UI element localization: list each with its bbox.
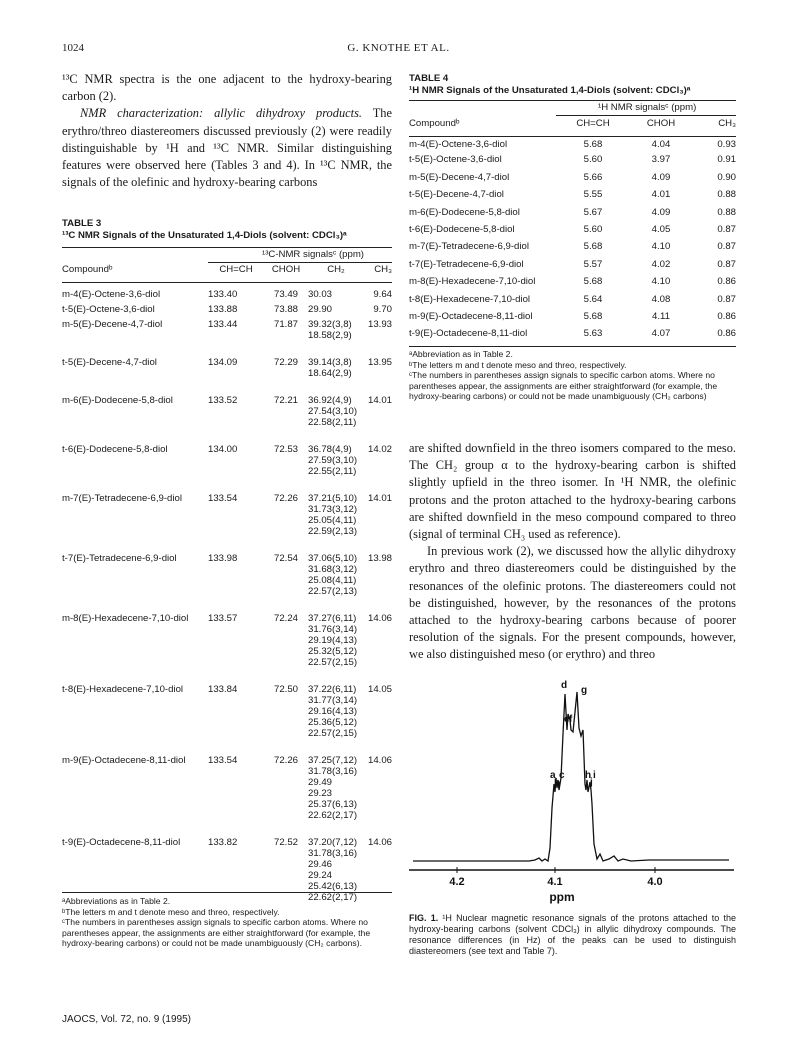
compound-cell: m-5(E)-Decene-4,7-diol — [62, 319, 163, 330]
choh-cell: 4.10 — [651, 276, 671, 288]
x-tick-label: 4.2 — [449, 876, 465, 888]
table4-row — [409, 257, 736, 274]
compound-cell: m-4(E)-Octene-3,6-diol — [409, 139, 508, 150]
journal-footer: JAOCS, Vol. 72, no. 9 (1995) — [62, 1014, 191, 1025]
peak-label-b: b — [554, 778, 561, 789]
chch-cell: 133.54 — [208, 755, 238, 766]
chch-cell: 133.40 — [208, 289, 238, 300]
ch2-value: 39.32(3,8) — [308, 319, 352, 330]
x-tick-label: 4.1 — [547, 876, 563, 888]
ch2-value: 18.64(2,9) — [308, 368, 352, 379]
table4-row — [409, 292, 736, 309]
ch3-cell: 0.86 — [717, 276, 736, 288]
table4-title: ¹H NMR Signals of the Unsaturated 1,4-Diols (solvent: CDCl₃)ᵃ — [409, 85, 691, 96]
running-title: G. KNOTHE ET AL. — [347, 42, 450, 54]
ch2-value: 31.78(3,16) — [308, 766, 358, 777]
compound-cell: t-8(E)-Hexadecene-7,10-diol — [62, 684, 184, 695]
ch2-value: 37.27(6,11) — [308, 613, 357, 624]
table4-row — [409, 274, 736, 291]
compound-cell: t-7(E)-Tetradecene-6,9-diol — [62, 553, 177, 564]
choh-cell: 72.24 — [273, 613, 298, 624]
chch-cell: 133.98 — [208, 553, 238, 564]
chch-cell: 133.54 — [208, 493, 238, 504]
ch2-value: 22.57(2,15) — [308, 657, 358, 668]
ch2-value: 29.46 — [308, 859, 333, 870]
choh-cell: 72.26 — [273, 493, 298, 504]
chch-cell: 5.63 — [583, 328, 603, 340]
rule — [62, 892, 392, 893]
ch3-cell: 13.93 — [367, 319, 392, 330]
rule — [556, 115, 736, 116]
ch2-value: 25.32(5,12) — [308, 646, 358, 657]
table3-row — [62, 440, 392, 489]
table4-column-header: CHOH — [646, 118, 676, 129]
ch2-value: 31.73(3,12) — [308, 504, 358, 515]
table4-label: TABLE 4 ¹H NMR Signals of the Unsaturated 1,4-Diols (solvent: CDCl₃)ᵃ — [409, 73, 691, 96]
compound-cell: t-8(E)-Hexadecene-7,10-diol — [409, 293, 531, 305]
chch-cell: 133.82 — [208, 837, 238, 848]
ch2-cell — [308, 751, 364, 833]
table3-row — [62, 353, 392, 391]
table4-group-header: ¹H NMR signalsᶜ (ppm) — [598, 102, 697, 113]
ch3-cell: 14.05 — [367, 684, 392, 695]
choh-cell: 72.29 — [273, 357, 298, 368]
chch-cell: 134.09 — [208, 357, 238, 368]
compound-cell: t-9(E)-Octadecene-8,11-diol — [409, 328, 528, 340]
table4-column-header: CH₃ — [718, 118, 736, 129]
chch-cell: 5.67 — [583, 206, 603, 218]
ch2-value: 25.05(4,11) — [308, 515, 357, 526]
ch3-cell: 0.86 — [717, 310, 736, 322]
ch3-cell: 0.91 — [717, 154, 736, 166]
ch2-cell — [308, 281, 364, 300]
ch3-cell: 0.88 — [717, 189, 736, 201]
table4 — [409, 118, 736, 344]
choh-cell: 4.09 — [651, 171, 671, 183]
ch2-value: 29.49 — [308, 777, 333, 788]
table3-group-header: ¹³C-NMR signalsᶜ (ppm) — [262, 249, 365, 260]
footnote: ᶜThe numbers in parentheses assign signals to specific carbon atoms. Where no parentheses appear, the assignments are either straightforward (for example, the hydroxy-bearing carbons) or could not be made unambiguously (CH₂ carbons) — [409, 370, 718, 402]
compound-cell: t-5(E)-Octene-3,6-diol — [62, 304, 155, 315]
chch-cell: 5.55 — [583, 189, 603, 201]
compound-cell: t-7(E)-Tetradecene-6,9-diol — [409, 258, 524, 270]
ch3-cell: 13.95 — [367, 357, 392, 368]
choh-cell: 4.01 — [651, 189, 671, 201]
section-heading: NMR characterization: allylic dihydroxy products. — [80, 106, 363, 121]
choh-cell: 3.97 — [651, 154, 671, 166]
paragraph: are shifted downfield in the threo isomers compared to the meso. The CH₂ group α to the hydroxy-bearing carbon is shifted slightly upfield in the threo isomer. In ¹H NMR, the olefinic protons and the proton attached to the hydroxy-bearing carbons are shifted downfield in the meso compound compared to threo (signal of terminal CH₃ used as reference). — [409, 441, 736, 542]
table3-column-header: CH₃ — [374, 264, 392, 275]
compound-cell: t-9(E)-Octadecene-8,11-diol — [62, 837, 181, 848]
peak-label-h: h — [585, 770, 592, 781]
peak-label-a: a — [550, 770, 556, 781]
ch3-cell: 14.06 — [367, 837, 392, 848]
ch2-value: 29.23 — [308, 788, 333, 799]
compound-cell: m-8(E)-Hexadecene-7,10-diol — [409, 276, 536, 288]
ch2-value: 29.16(4,13) — [308, 706, 358, 717]
choh-cell: 72.52 — [273, 837, 298, 848]
ch3-cell: 0.87 — [717, 293, 736, 305]
ch2-value: 31.68(3,12) — [308, 564, 358, 575]
ch2-cell — [308, 391, 364, 440]
choh-cell: 4.09 — [651, 206, 671, 218]
ch2-value: 27.59(3,10) — [308, 455, 358, 466]
table3-row — [62, 315, 392, 353]
x-axis-label: ppm — [549, 890, 575, 904]
ch3-cell: 9.64 — [373, 289, 392, 300]
right-body-text — [409, 440, 736, 664]
choh-cell: 72.54 — [273, 553, 298, 564]
table3-row — [62, 680, 392, 751]
ch3-cell: 0.86 — [717, 328, 736, 340]
ch2-value: 31.78(3,16) — [308, 848, 358, 859]
ch3-cell: 0.87 — [717, 241, 736, 253]
ch2-cell — [308, 353, 364, 391]
ch2-value: 22.62(2,17) — [308, 810, 358, 821]
ch2-value: 22.57(2,15) — [308, 728, 358, 739]
chch-cell: 5.60 — [583, 154, 603, 166]
table4-row — [409, 326, 736, 343]
peak-label-f: f — [569, 714, 573, 725]
footnote: ᵃAbbreviation as in Table 2. — [409, 349, 513, 359]
compound-cell: t-6(E)-Dodecene-5,8-diol — [409, 223, 515, 235]
ch3-cell: 14.02 — [367, 444, 392, 455]
peak-label-e: e — [564, 714, 570, 725]
peak-label-c: c — [559, 770, 565, 781]
choh-cell: 4.05 — [651, 223, 671, 235]
ch2-cell — [308, 300, 364, 315]
choh-cell: 73.49 — [273, 289, 298, 300]
table4-row — [409, 239, 736, 256]
rule — [409, 346, 736, 347]
compound-cell: t-5(E)-Octene-3,6-diol — [409, 154, 502, 166]
ch2-value: 31.76(3,14) — [308, 624, 358, 635]
choh-cell: 72.21 — [273, 395, 298, 406]
ch2-value: 39.14(3,8) — [308, 357, 352, 368]
choh-cell: 4.02 — [651, 258, 671, 270]
table3-title: ¹³C NMR Signals of the Unsaturated 1,4-Diols (solvent: CDCl₃)ᵃ — [62, 230, 347, 241]
ch3-cell: 14.01 — [367, 493, 392, 504]
choh-cell: 4.10 — [651, 241, 671, 253]
left-body-text — [62, 71, 392, 191]
chch-cell: 5.68 — [583, 310, 603, 322]
table3-row — [62, 549, 392, 609]
chch-cell: 133.88 — [208, 304, 238, 315]
ch2-value: 37.25(7,12) — [308, 755, 358, 766]
table3-footnotes — [62, 896, 392, 949]
table3-column-header: CHOH — [271, 264, 301, 275]
table3-column-header: CH=CH — [219, 264, 253, 275]
table3-column-header: CH₂ — [327, 264, 345, 275]
choh-cell: 4.08 — [651, 293, 671, 305]
ch2-value: 29.19(4,13) — [308, 635, 358, 646]
ch2-value: 27.54(3,10) — [308, 406, 358, 417]
compound-cell: m-6(E)-Dodecene-5,8-diol — [409, 206, 520, 218]
ch3-cell: 13.98 — [367, 553, 392, 564]
table4-column-header: Compoundᵇ — [409, 118, 460, 129]
chch-cell: 134.00 — [208, 444, 238, 455]
choh-cell: 72.53 — [273, 444, 298, 455]
ch2-value: 22.55(2,11) — [308, 466, 357, 477]
ch2-value: 25.42(6,13) — [308, 881, 358, 892]
ch2-cell — [308, 315, 364, 353]
table4-row — [409, 309, 736, 326]
rule — [62, 247, 392, 248]
table3-row — [62, 489, 392, 549]
figure-label: FIG. 1. — [409, 913, 439, 923]
ch2-cell — [308, 440, 364, 489]
ch3-cell: 14.06 — [367, 755, 392, 766]
choh-cell: 72.26 — [273, 755, 298, 766]
compound-cell: m-6(E)-Dodecene-5,8-diol — [62, 395, 173, 406]
ch2-value: 25.08(4,11) — [308, 575, 357, 586]
rule — [409, 136, 736, 137]
chch-cell: 133.52 — [208, 395, 238, 406]
ch3-cell: 0.87 — [717, 223, 736, 235]
table3-row — [62, 300, 392, 315]
table3 — [62, 264, 392, 915]
ch3-cell: 0.90 — [717, 171, 736, 183]
rule — [208, 262, 392, 263]
ch2-value: 37.21(5,10) — [308, 493, 358, 504]
chch-cell: 5.66 — [583, 171, 603, 183]
ch2-cell — [308, 489, 364, 549]
compound-cell: t-5(E)-Decene-4,7-diol — [409, 189, 504, 201]
choh-cell: 71.87 — [273, 319, 298, 330]
choh-cell: 4.04 — [651, 139, 671, 150]
table4-row — [409, 222, 736, 239]
compound-cell: m-5(E)-Decene-4,7-diol — [409, 171, 510, 183]
paragraph: ¹³C NMR spectra is the one adjacent to the hydroxy-bearing carbon (2). — [62, 72, 392, 104]
ch2-cell — [308, 680, 364, 751]
compound-cell: m-7(E)-Tetradecene-6,9-diol — [409, 241, 529, 253]
figure1-caption: FIG. 1. ¹H Nuclear magnetic resonance signals of the protons attached to the hydroxy-bearing carbons (solvent CDCl₃) in allylic dihydroxy compounds. The resonance differences (in Hz) of the peaks can be used to distinguish diastereomers (see text and Table 7). — [409, 913, 736, 956]
footnote: ᵃAbbreviations as in Table 2. — [62, 896, 171, 906]
chch-cell: 5.60 — [583, 223, 603, 235]
peak-label-d: d — [561, 680, 568, 691]
chch-cell: 5.68 — [583, 241, 603, 253]
table3-label: TABLE 3 ¹³C NMR Signals of the Unsaturated 1,4-Diols (solvent: CDCl₃)ᵃ — [62, 218, 347, 241]
ch2-cell — [308, 549, 364, 609]
table4-row — [409, 187, 736, 204]
ch2-value: 18.58(2,9) — [308, 330, 352, 341]
ch3-cell: 14.06 — [367, 613, 392, 624]
compound-cell: t-5(E)-Decene-4,7-diol — [62, 357, 157, 368]
ch2-value: 36.92(4,9) — [308, 395, 352, 406]
chch-cell: 133.84 — [208, 684, 238, 695]
peak-label-j: j — [590, 777, 593, 788]
compound-cell: t-6(E)-Dodecene-5,8-diol — [62, 444, 168, 455]
paragraph: NMR characterization: allylic dihydroxy products. The erythro/threo diastereomers discussed previously (2) were readily distinguishable by ¹H and ¹³C NMR. Similar distinguishing features were observed here (Tables 3 and 4). In ¹³C NMR, the signals of the olefinic and hydroxy-bearing carbons — [62, 106, 392, 190]
ch3-cell: 0.93 — [717, 139, 736, 150]
footnote: ᵇThe letters m and t denote meso and threo, respectively. — [409, 359, 627, 370]
ch2-value: 36.78(4,9) — [308, 444, 352, 455]
table3-column-header: Compoundᵇ — [62, 264, 113, 275]
ch2-value: 22.57(2,13) — [308, 586, 358, 597]
rule — [62, 282, 392, 283]
table4-row — [409, 205, 736, 222]
footnote: ᶜThe numbers in parentheses assign signals to specific carbon atoms. Where no parentheses appear, the assignments are either straightforward (for example, the hydroxy-bearing carbons) or could not be made unambiguously (CH₂ carbons). — [62, 917, 371, 949]
choh-cell: 4.07 — [651, 328, 671, 340]
chch-cell: 133.44 — [208, 319, 238, 330]
table4-row — [409, 152, 736, 169]
ch2-value: 29.90 — [308, 304, 333, 315]
table4-column-header: CH=CH — [576, 118, 610, 129]
ch2-value: 29.24 — [308, 870, 333, 881]
chch-cell: 5.57 — [583, 258, 603, 270]
chch-cell: 133.57 — [208, 613, 238, 624]
page-number: 1024 — [62, 42, 84, 54]
chch-cell: 5.64 — [583, 293, 603, 305]
table3-row — [62, 391, 392, 440]
ch2-value: 37.22(6,11) — [308, 684, 357, 695]
ch2-value: 30.03 — [308, 289, 333, 300]
compound-cell: m-8(E)-Hexadecene-7,10-diol — [62, 613, 189, 624]
ch2-value: 22.62(2,17) — [308, 892, 358, 903]
compound-cell: m-4(E)-Octene-3,6-diol — [62, 289, 161, 300]
rule — [409, 100, 736, 101]
ch2-cell — [308, 609, 364, 680]
table4-footnotes — [409, 349, 736, 402]
ch2-value: 25.37(6,13) — [308, 799, 358, 810]
table4-row — [409, 135, 736, 152]
ch2-value: 31.77(3,14) — [308, 695, 358, 706]
compound-cell: m-7(E)-Tetradecene-6,9-diol — [62, 493, 182, 504]
peak-label-g: g — [581, 685, 588, 696]
compound-cell: m-9(E)-Octadecene-8,11-diol — [409, 310, 533, 322]
table3-row — [62, 609, 392, 680]
table3-row — [62, 281, 392, 300]
paragraph: In previous work (2), we discussed how the allylic dihydroxy erythro and threo diastereomers could be distinguished by the resonances of the olefinic protons. The diastereomers could not be distinguished, however, by the resonances of the protons attached to the hydroxy-bearing carbons because of poorer resolution of the signals. For the present compounds, however, we also distinguished meso (or erythro) and threo — [409, 544, 736, 662]
ch2-value: 25.36(5,12) — [308, 717, 358, 728]
ch3-cell: 9.70 — [373, 304, 392, 315]
choh-cell: 73.88 — [273, 304, 298, 315]
peak-label-i: i — [593, 770, 596, 781]
compound-cell: m-9(E)-Octadecene-8,11-diol — [62, 755, 186, 766]
x-tick-label: 4.0 — [647, 876, 663, 888]
ch2-value: 22.59(2,13) — [308, 526, 358, 537]
nmr-spectrum-figure — [409, 672, 736, 904]
ch3-cell: 0.88 — [717, 206, 736, 218]
ch3-cell: 0.87 — [717, 258, 736, 270]
choh-cell: 72.50 — [273, 684, 298, 695]
footnote: ᵇThe letters m and t denote meso and threo, respectively. — [62, 906, 280, 917]
ch2-value: 22.58(2,11) — [308, 417, 357, 428]
table4-row — [409, 170, 736, 187]
ch2-value: 37.06(5,10) — [308, 553, 358, 564]
chch-cell: 5.68 — [583, 276, 603, 288]
chch-cell: 5.68 — [583, 139, 603, 150]
choh-cell: 4.11 — [652, 310, 670, 322]
ch2-value: 37.20(7,12) — [308, 837, 358, 848]
ch3-cell: 14.01 — [367, 395, 392, 406]
table3-row — [62, 751, 392, 833]
